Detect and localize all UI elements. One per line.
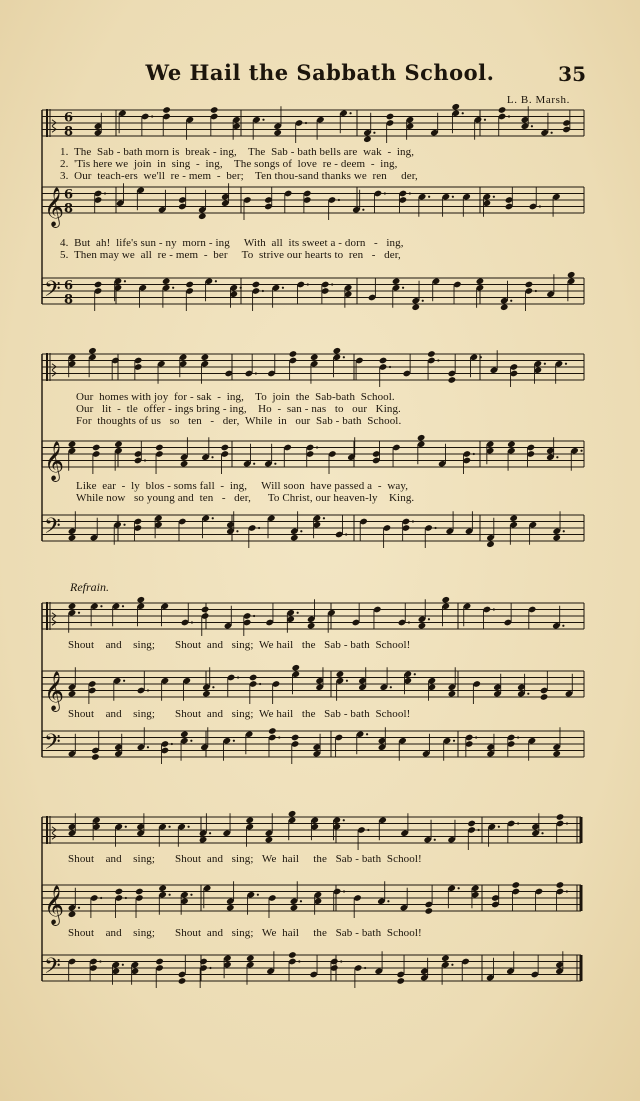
note-dot	[307, 283, 309, 285]
note-dot	[566, 890, 568, 892]
note-head	[201, 353, 210, 361]
note-dot	[527, 693, 529, 695]
note-dot	[364, 967, 366, 969]
refrain-label: Refrain.	[70, 580, 109, 594]
note-head	[199, 836, 208, 844]
note-dot	[300, 900, 302, 902]
note-head	[307, 622, 316, 630]
treble-clef-glyph: 𝄞	[44, 441, 65, 481]
note-dot	[255, 372, 257, 374]
note-dot	[99, 960, 101, 962]
note-dot	[78, 612, 80, 614]
note-dot	[190, 740, 192, 742]
note-head	[448, 690, 457, 698]
note-head	[417, 434, 426, 442]
note-dot	[253, 615, 255, 617]
note-dot	[331, 283, 333, 285]
note-head	[178, 977, 187, 985]
lyric-line: Shout and sing; Shout and sing; We hail the Sab - bath School!	[68, 927, 422, 939]
note-head	[333, 347, 342, 355]
lyric-line: 2. 'Tis here we join in sing - ing, The songs of love re - deem - ing,	[60, 158, 398, 170]
note-head	[137, 596, 146, 604]
note-head	[486, 540, 495, 548]
note-dot	[412, 520, 414, 522]
note-dot	[104, 192, 106, 194]
note-dot	[408, 621, 410, 623]
note-dot	[462, 112, 464, 114]
note-dot	[343, 890, 345, 892]
note-dot	[409, 192, 411, 194]
note-dot	[191, 621, 193, 623]
note-dot	[428, 196, 430, 198]
note-head	[511, 881, 520, 889]
note-dot	[171, 743, 173, 745]
note-dot	[510, 300, 512, 302]
note-dot	[566, 822, 568, 824]
note-dot	[259, 683, 261, 685]
note-dot	[539, 205, 541, 207]
note-head	[246, 954, 255, 962]
note-dot	[563, 530, 565, 532]
note-dot	[262, 290, 264, 292]
note-dot	[453, 740, 455, 742]
note-dot	[458, 887, 460, 889]
note-dot	[367, 829, 369, 831]
note-head	[552, 750, 561, 758]
note-head	[552, 534, 561, 542]
note-head	[509, 514, 518, 522]
note-dot	[209, 832, 211, 834]
note-dot	[346, 680, 348, 682]
note-head	[467, 820, 476, 828]
note-head	[265, 836, 274, 844]
note-head	[411, 303, 420, 311]
note-head	[180, 730, 189, 738]
note-dot	[387, 900, 389, 902]
note-dot	[384, 192, 386, 194]
note-dot	[212, 686, 214, 688]
note-head	[451, 103, 460, 111]
note-head	[162, 106, 171, 114]
note-dot	[122, 605, 124, 607]
note-dot	[237, 676, 239, 678]
note-dot	[498, 826, 500, 828]
note-head	[201, 606, 210, 614]
note-dot	[562, 625, 564, 627]
note-dot	[531, 125, 533, 127]
note-dot	[541, 832, 543, 834]
note-dot	[147, 689, 149, 691]
note-dot	[493, 608, 495, 610]
composer-credit: L. B. Marsh.	[506, 94, 570, 106]
note-dot	[123, 680, 125, 682]
note-head	[441, 954, 450, 962]
note-dot	[517, 736, 519, 738]
note-head	[158, 884, 167, 892]
note-head	[291, 734, 300, 742]
note-dot	[125, 897, 127, 899]
treble-clef-glyph: 𝄞	[44, 671, 65, 711]
note-dot	[475, 736, 477, 738]
note-head	[289, 350, 298, 358]
time-signature-digit: 8	[64, 201, 74, 217]
lyric-line: Shout and sing; Shout and sing; We hail the Sab - bath School!	[68, 639, 411, 651]
note-dot	[209, 967, 211, 969]
treble-clef-glyph: 𝄞	[44, 187, 65, 227]
bass-clef-glyph: 𝄢	[44, 514, 61, 545]
note-dot	[188, 826, 190, 828]
time-signature-digit: 8	[64, 124, 74, 140]
note-head	[288, 951, 297, 959]
note-dot	[340, 960, 342, 962]
note-head	[91, 753, 100, 761]
lyric-line: For thoughts of us so ten - der, While in our Sab - bath School.	[76, 415, 402, 427]
note-head	[424, 907, 433, 915]
note-dot	[233, 740, 235, 742]
note-dot	[480, 356, 482, 358]
clef-mark	[52, 364, 56, 377]
note-head	[291, 664, 300, 672]
note-dot	[428, 618, 430, 620]
hymn-title: We Hail the Sabbath School.	[145, 60, 495, 85]
note-dot	[484, 119, 486, 121]
note-dot	[316, 446, 318, 448]
time-signature-digit: 6	[64, 278, 74, 294]
note-head	[273, 129, 282, 137]
note-dot	[338, 199, 340, 201]
note-dot	[122, 964, 124, 966]
note-dot	[172, 287, 174, 289]
lyric-line: While now so young and ten - der, To Christ, our heaven-ly King.	[76, 492, 415, 504]
note-head	[252, 281, 261, 289]
note-dot	[349, 112, 351, 114]
note-head	[556, 813, 565, 821]
note-dot	[257, 894, 259, 896]
bass-clef-glyph: 𝄢	[44, 954, 61, 985]
lyric-line: Shout and sing; Shout and sing; We hail the Sab - bath School!	[68, 853, 422, 865]
note-head	[155, 958, 164, 966]
note-head	[427, 350, 436, 358]
note-dot	[215, 280, 217, 282]
note-dot	[253, 463, 255, 465]
note-dot	[212, 517, 214, 519]
note-dot	[452, 196, 454, 198]
note-dot	[517, 822, 519, 824]
note-dot	[144, 459, 146, 461]
note-dot	[478, 829, 480, 831]
note-dot	[297, 612, 299, 614]
note-dot	[434, 527, 436, 529]
note-head	[310, 353, 319, 361]
time-signature-digit: 6	[64, 187, 74, 203]
clef-mark	[52, 827, 56, 840]
note-dot	[151, 115, 153, 117]
note-dot	[473, 453, 475, 455]
note-head	[68, 440, 77, 448]
note-dot	[390, 686, 392, 688]
note-dot	[373, 132, 375, 134]
note-dot	[551, 132, 553, 134]
note-head	[507, 440, 516, 448]
note-dot	[190, 894, 192, 896]
lyric-line: Like ear - ly blos - soms fall - ing, Will soon have passed a - way,	[76, 480, 409, 492]
note-head	[68, 690, 77, 698]
note-dot	[422, 300, 424, 302]
time-signature-digit: 8	[64, 292, 74, 308]
note-dot	[414, 673, 416, 675]
note-head	[220, 444, 229, 452]
note-head	[418, 622, 427, 630]
note-head	[68, 534, 77, 542]
note-dot	[100, 897, 102, 899]
note-head	[199, 958, 208, 966]
note-dot	[236, 530, 238, 532]
note-head	[249, 674, 258, 682]
lyric-line: Our homes with joy for - sak - ing, To join the Sab-bath School.	[76, 391, 395, 403]
lyric-line: Our lit - tle offer - ings bring - ing, Ho - san - nas to our King.	[76, 403, 401, 415]
note-head	[185, 281, 194, 289]
note-dot	[402, 287, 404, 289]
note-dot	[366, 733, 368, 735]
clef-mark	[52, 613, 56, 626]
note-head	[88, 347, 97, 355]
note-dot	[100, 605, 102, 607]
note-dot	[345, 533, 347, 535]
note-dot	[125, 826, 127, 828]
note-head	[290, 534, 299, 542]
note-dot	[274, 463, 276, 465]
note-dot	[362, 209, 364, 211]
note-dot	[451, 964, 453, 966]
note-head	[498, 106, 507, 114]
note-head	[288, 810, 297, 818]
note-dot	[556, 456, 558, 458]
note-dot	[240, 287, 242, 289]
note-head	[567, 271, 576, 279]
note-dot	[78, 907, 80, 909]
note-dot	[580, 450, 582, 452]
lyric-line: 1. The Sab - bath morn is break - ing, The Sab - bath bells are wak - ing,	[60, 146, 415, 158]
note-dot	[124, 280, 126, 282]
note-head	[500, 303, 509, 311]
note-head	[210, 106, 219, 114]
note-dot	[544, 363, 546, 365]
note-head	[198, 212, 207, 220]
note-dot	[258, 527, 260, 529]
lyric-line: 5. Then may we all re - mem - ber To strive our hearts to ren - der,	[60, 249, 401, 261]
treble-clef-glyph: 𝄞	[44, 885, 65, 925]
note-dot	[434, 839, 436, 841]
note-head	[556, 881, 565, 889]
note-head	[115, 888, 124, 896]
note-head	[68, 910, 77, 918]
note-dot	[147, 746, 149, 748]
note-head	[226, 904, 235, 912]
note-head	[396, 977, 405, 985]
note-head	[448, 376, 457, 384]
note-dot	[282, 287, 284, 289]
note-head	[68, 602, 77, 610]
note-head	[379, 357, 388, 365]
note-dot	[565, 363, 567, 365]
note-head	[162, 277, 171, 285]
note-head	[135, 888, 144, 896]
note-dot	[298, 960, 300, 962]
lyric-line: Shout and sing; Shout and sing; We hail the Sab - bath School!	[68, 708, 411, 720]
note-head	[336, 670, 345, 678]
note-dot	[168, 826, 170, 828]
note-head	[441, 596, 450, 604]
note-head	[202, 690, 211, 698]
note-dot	[262, 119, 264, 121]
note-head	[94, 281, 103, 289]
bass-clef-glyph: 𝄢	[44, 277, 61, 308]
note-head	[92, 444, 101, 452]
note-head	[386, 113, 395, 121]
note-head	[290, 904, 299, 912]
note-head	[155, 444, 164, 452]
note-dot	[211, 456, 213, 458]
note-dot	[343, 819, 345, 821]
time-signature-digit: 6	[64, 110, 74, 126]
note-head	[540, 693, 549, 701]
note-head	[114, 440, 123, 448]
note-dot	[508, 115, 510, 117]
note-head	[525, 281, 534, 289]
note-dot	[493, 196, 495, 198]
note-head	[180, 460, 189, 468]
note-head	[476, 277, 485, 285]
note-head	[268, 727, 277, 735]
note-dot	[123, 524, 125, 526]
bass-clef-glyph: 𝄢	[44, 730, 61, 761]
note-dot	[305, 122, 307, 124]
note-head	[363, 135, 372, 143]
note-dot	[535, 290, 537, 292]
lyric-line: 4. But ah! life's sun - ny morn - ing With all its sweet a - dorn - ing,	[60, 237, 404, 249]
note-dot	[323, 517, 325, 519]
note-dot	[169, 894, 171, 896]
page-number: 35	[558, 62, 586, 86]
lyric-line: 3. Our teach-ers we'll re - mem - ber; Ten thou-sand thanks we ren der,	[60, 170, 418, 182]
note-head	[245, 816, 254, 824]
note-dot	[300, 530, 302, 532]
clef-mark	[52, 120, 56, 133]
note-dot	[278, 736, 280, 738]
note-dot	[389, 366, 391, 368]
note-head	[392, 277, 401, 285]
note-dot	[437, 359, 439, 361]
note-dot	[343, 356, 345, 358]
